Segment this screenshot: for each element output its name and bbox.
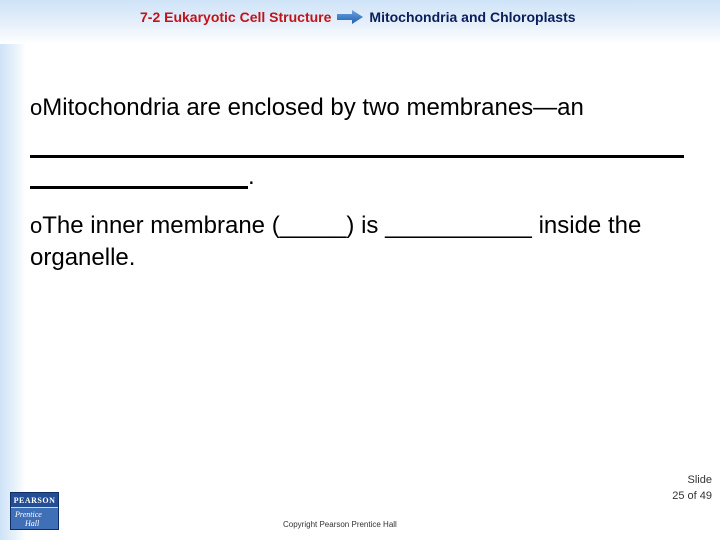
slide-label: Slide [687, 474, 712, 486]
bullet-marker: o [30, 95, 43, 120]
topic-title: Mitochondria and Chloroplasts [369, 9, 576, 25]
logo-imprint-line1: Prentice [15, 510, 42, 519]
bullet-1 [30, 92, 702, 124]
right-arrow-icon [337, 10, 363, 24]
logo-brand: PEARSON [11, 493, 58, 508]
fill-in-blank-line-1 [30, 155, 684, 158]
slide-header [140, 6, 576, 28]
sentence-period: . [248, 163, 255, 190]
left-gradient-band [0, 0, 26, 540]
bullet-2 [30, 210, 702, 274]
logo-imprint [11, 508, 58, 529]
fill-in-blank-line-2 [30, 186, 248, 189]
pearson-logo [10, 492, 59, 530]
bullet-marker: o [30, 213, 43, 238]
slide-count: 25 of 49 [672, 490, 712, 502]
copyright-text: Copyright Pearson Prentice Hall [283, 520, 397, 529]
bullet-2-text: The inner membrane (_____) is ___________ inside the organelle. [30, 212, 642, 271]
bullet-1-text: Mitochondria are enclosed by two membranes—an [42, 94, 584, 121]
chapter-title: 7-2 Eukaryotic Cell Structure [140, 9, 332, 25]
slide-number [672, 472, 712, 504]
logo-imprint-line2: Hall [25, 519, 40, 528]
